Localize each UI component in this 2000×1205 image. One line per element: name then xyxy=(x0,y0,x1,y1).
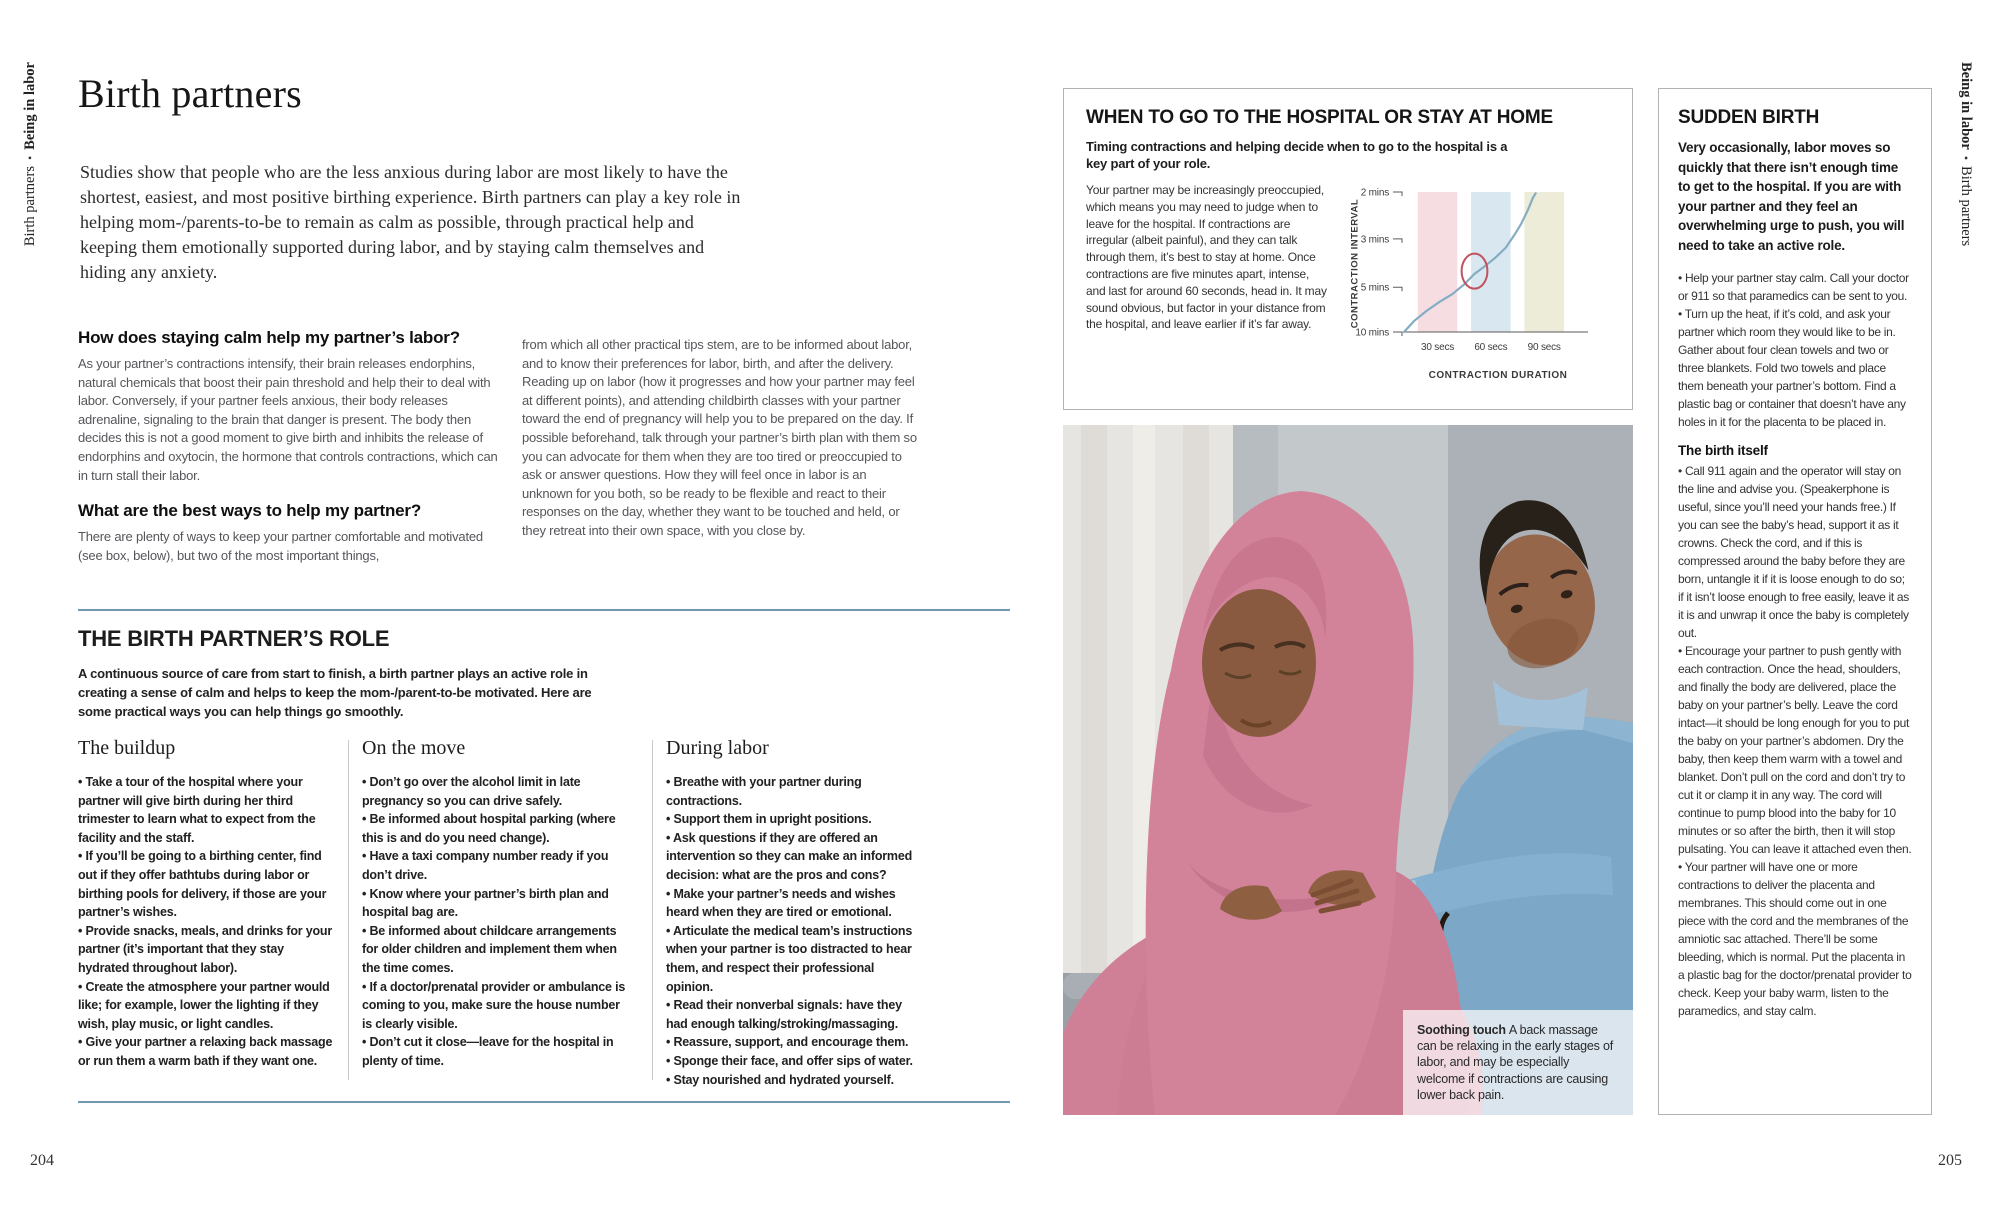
intro-paragraph: Studies show that people who are the less anxious during labor are most likely to have the shortest, easiest, and most positive birthing experience. Birth partners can play a key role in helping mom-/parents-to-be to remain as calm as possible, through practical help and keeping them emotionally supported during labor, and by staying calm themselves and hiding any anxiety. xyxy=(80,162,741,282)
column-divider xyxy=(348,740,349,1080)
hospital-box-body: Your partner may be increasingly preoccupied, which means you may need to judge when to leave for the hospital. If contractions are irregular (albeit painful), and they can talk through them, it’s best to stay at home. Once contractions are five minutes apart, intense, and last for around 60 seconds, head in. It may sound obvious, but factor in your distance from the hospital, and leave earlier if it’s far away. xyxy=(1086,183,1327,332)
y-tick-label: 2 mins xyxy=(1360,187,1389,199)
role-column-buildup xyxy=(78,737,338,1071)
role-box-title: THE BIRTH PARTNER’S ROLE xyxy=(78,626,390,651)
bullet-item: • Help your partner stay calm. Call your doctor or 911 so that paramedics can be sent to you. xyxy=(1678,269,1912,305)
section-rule-bottom xyxy=(78,1101,1010,1103)
role-bullet-list xyxy=(362,773,630,1071)
role-column-heading: During labor xyxy=(666,737,769,759)
sudden-birth-box xyxy=(1658,88,1932,1115)
x-tick-label: 60 secs xyxy=(1474,342,1508,353)
bullet-item: • If a doctor/prenatal provider or ambulance is coming to you, make sure the house number is clearly visible. xyxy=(362,978,630,1034)
page-number-right: 205 xyxy=(1938,1152,1962,1169)
question-answer-1: As your partner’s contractions intensify, their brain releases endorphins, natural chemicals that boost their pain threshold and help their to deal with labor. Conversely, if your partner feels anxious, their body releases adrenaline, signaling to the brain that danger is present. The body then decides this is not a good moment to give birth and inhibits the release of endorphins and oxytocin, the hormone that controls contractions, which can in turn stall their labor. xyxy=(78,356,498,483)
right-margin-chapter: Birth partners xyxy=(1958,166,1974,247)
role-box-intro: A continuous source of care from start to finish, a birth partner plays an active role in creating a sense of calm and helps to keep the mom-/parent-to-be motivated. Here are some practical ways you can help things go smoothly. xyxy=(78,666,592,719)
bullet-item: • Ask questions if they are offered an intervention so they can make an informed decision: what are the pros and cons? xyxy=(666,829,916,885)
photo-caption xyxy=(1403,1010,1633,1115)
hospital-box-content xyxy=(1086,182,1610,381)
qa-column-right: from which all other practical tips stem, are to be informed about labor, and to know their preferences for labor, birth, and after the delivery. Reading up on labor (how it progresses and how your partner may feel at different points), and attending childbirth classes with your partner toward the end of pregnancy will help you to be prepared on the day. If possible beforehand, talk through your partner’s birth plan with them so you can advocate for them when they are too tired or preoccupied to ask or answer questions. How they will feel once in labor is an unknown for you both, so be ready to be flexible and react to their responses on the day, whether they want to be touched and held, or they retreat into their own space, with you close by. xyxy=(522,337,917,538)
question-heading-1: How does staying calm help my partner’s labor? xyxy=(78,328,460,347)
hospital-box-title: WHEN TO GO TO THE HOSPITAL OR STAY AT HOME xyxy=(1086,107,1553,128)
y-tick-mark xyxy=(1393,287,1402,291)
sudden-birth-list-2 xyxy=(1678,462,1912,1020)
hospital-box xyxy=(1063,88,1633,410)
chart-x-axis-label: CONTRACTION DURATION xyxy=(1428,370,1568,381)
margin-separator-dot: • xyxy=(23,155,37,161)
chart-band xyxy=(1418,192,1458,332)
role-bullet-list xyxy=(78,773,338,1071)
photo xyxy=(1063,425,1633,1115)
margin-separator-dot: • xyxy=(1959,155,1973,161)
y-tick-label: 3 mins xyxy=(1360,234,1389,246)
bullet-item: • Create the atmosphere your partner would like; for example, lower the lighting if they wish, play music, or light candles. xyxy=(78,978,338,1034)
sudden-birth-list-1 xyxy=(1678,269,1912,431)
bullet-item: • Encourage your partner to push gently with each contraction. Once the head, shoulders, and finally the body are delivered, place the baby on your partner’s belly. Leave the cord intact—it should be long enough for you to put the baby on your partner’s abdomen. Dry the baby, then keep them warm with a towel and blanket. Don’t pull on the cord and don’t try to cut it or clamp it in any way. The cord will continue to pump blood into the baby for 10 minutes or so after the birth, then it will stop pulsating. You can leave it attached even then. xyxy=(1678,642,1912,858)
sudden-birth-title: SUDDEN BIRTH xyxy=(1678,107,1820,128)
caption-text: A back massage can be relaxing in the early stages of labor, and may be especially welcome if contractions are causing lower back pain. xyxy=(1417,1022,1613,1102)
role-column-heading: The buildup xyxy=(78,737,176,759)
y-tick-mark xyxy=(1393,332,1402,336)
bullet-item: • Give your partner a relaxing back massage or run them a warm bath if they want one. xyxy=(78,1033,338,1070)
bullet-item: • Sponge their face, and offer sips of water. xyxy=(666,1052,916,1071)
column-divider xyxy=(652,740,653,1080)
bullet-item: • Be informed about childcare arrangements for older children and implement them when the time comes. xyxy=(362,922,630,978)
bullet-item: • Turn up the heat, if it’s cold, and ask your partner which room they would like to be in. Gather about four clean towels and two or three blankets. Fold two towels and place them beneath your partner’s bottom. Find a plastic bag or container that doesn’t have any holes in it for the placenta to be placed in. xyxy=(1678,305,1912,431)
x-tick-label: 30 secs xyxy=(1421,342,1455,353)
bullet-item: • Your partner will have one or more contractions to deliver the placenta and membranes. This should come out in one piece with the cord and the membranes of the amniotic sac attached. There’ll be some bleeding, which is normal. Put the placenta in a plastic bag for the doctor/prenatal provider to check. Keep your baby warm, listen to the paramedics, and stay calm. xyxy=(1678,858,1912,1020)
role-column-on-the-move xyxy=(362,737,630,1071)
qa-column-left xyxy=(78,328,498,581)
hospital-box-standfirst: Timing contractions and helping decide when to go to the hospital is a key part of your role. xyxy=(1086,139,1508,171)
bullet-item: • Support them in upright positions. xyxy=(666,810,916,829)
bullet-item: • Have a taxi company number ready if you don’t drive. xyxy=(362,847,630,884)
left-margin-chapter: Birth partners xyxy=(22,166,38,247)
chart-plot xyxy=(1354,182,1594,368)
role-bullet-list xyxy=(666,773,916,1089)
bullet-item: • Stay nourished and hydrated yourself. xyxy=(666,1071,916,1090)
sudden-birth-subheading: The birth itself xyxy=(1678,443,1768,458)
bullet-item: • If you’ll be going to a birthing center, find out if they offer bathtubs during labor or birthing pools for delivery, if those are your partner’s wishes. xyxy=(78,847,338,921)
bullet-item: • Reassure, support, and encourage them. xyxy=(666,1033,916,1052)
chart-y-axis-label: CONTRACTION INTERVAL xyxy=(1349,198,1361,329)
right-margin-section: Being in labor xyxy=(1958,62,1974,150)
section-rule-top xyxy=(78,609,1010,611)
bullet-item: • Make your partner’s needs and wishes heard when they are tired or emotional. xyxy=(666,885,916,922)
question-answer-2: There are plenty of ways to keep your partner comfortable and motivated (see box, below), but two of the most important things, xyxy=(78,529,483,563)
right-margin-label xyxy=(1957,62,1974,246)
y-tick-mark xyxy=(1393,192,1402,196)
bullet-item: • Articulate the medical team’s instructions when your partner is too distracted to hear them, and respect their professional opinion. xyxy=(666,922,916,996)
y-tick-mark xyxy=(1393,239,1402,243)
bullet-item: • Be informed about hospital parking (where this is and do you need change). xyxy=(362,810,630,847)
bullet-item: • Don’t go over the alcohol limit in late pregnancy so you can drive safely. xyxy=(362,773,630,810)
sudden-birth-standfirst: Very occasionally, labor moves so quickly that there isn’t enough time to get to the hospital. If you are with your partner and they feel an overwhelming urge to push, you will need to take an active role. xyxy=(1678,140,1905,253)
left-margin-section: Being in labor xyxy=(22,62,38,150)
y-tick-label: 5 mins xyxy=(1360,282,1389,294)
x-tick-label: 90 secs xyxy=(1527,342,1561,353)
role-column-heading: On the move xyxy=(362,737,466,759)
bullet-item: • Read their nonverbal signals: have they had enough talking/stroking/massaging. xyxy=(666,996,916,1033)
bullet-item: • Know where your partner’s birth plan and hospital bag are. xyxy=(362,885,630,922)
page-title: Birth partners xyxy=(78,71,302,116)
role-column-during-labor xyxy=(666,737,916,1089)
bullet-item: • Call 911 again and the operator will stay on the line and advise you. (Speakerphone is useful, since you’ll need your hands free.) If you can see the baby’s head, support it as it crowns. Check the cord, and if this is compressed around the baby before they are born, untangle it if it is loose enough to do so; if it isn’t loose enough to free easily, leave it as it is and unwrap it once the baby is completely out. xyxy=(1678,462,1912,642)
bullet-item: • Don’t cut it close—leave for the hospital in plenty of time. xyxy=(362,1033,630,1070)
caption-lead: Soothing touch xyxy=(1417,1022,1506,1037)
bullet-item: • Take a tour of the hospital where your partner will give birth during her third trimester to learn what to expect from the facility and the staff. xyxy=(78,773,338,847)
y-tick-label: 10 mins xyxy=(1355,327,1389,339)
left-margin-label xyxy=(22,62,39,246)
page-number-left: 204 xyxy=(30,1152,54,1169)
chart-band xyxy=(1524,192,1564,332)
bullet-item: • Provide snacks, meals, and drinks for your partner (it’s important that they stay hydrated throughout labor). xyxy=(78,922,338,978)
bullet-item: • Breathe with your partner during contractions. xyxy=(666,773,916,810)
question-heading-2: What are the best ways to help my partner? xyxy=(78,501,422,521)
contraction-chart xyxy=(1338,182,1600,381)
